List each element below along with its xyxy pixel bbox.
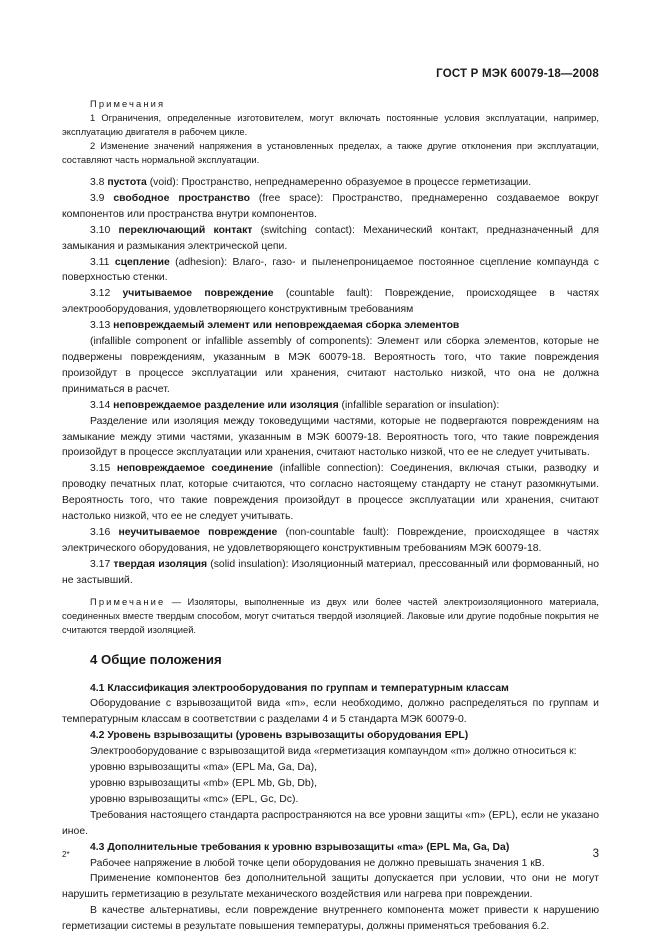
section-4-2-level-mc: уровню взрывозащиты «mc» (EPL, Gc, Dc).: [90, 793, 299, 805]
section-4-1-heading: 4.1 Классификация электрооборудования по группам и температурным классам: [90, 682, 509, 694]
term-3-12: 3.12 учитываемое повреждение (countable fault): Повреждение, происходящее в частях электрооборудования, удовлетворяющего конструктивным требованиям: [62, 288, 600, 316]
term-3-13-body: (infallible component or infallible assembly of components): Элемент или сборка элементов, которые не подвержены повреждениям, указанным в МЭК 60079-18. Вероятность того, что такие повреждения произойдут в процессе эксплуатации или хранения, считают настолько низкой, что она не должна приниматься в расчет.: [62, 336, 599, 395]
term-3-9: 3.9 свободное пространство (free space): Пространство, преднамеренно создаваемое вокруг компонентов или пространства внутри компонентов.: [62, 192, 599, 220]
term-3-15: 3.15 неповреждаемое соединение (infallible connection): Соединения, включая стыки, разводку и проводку печатных плат, которые считаются, что согласно настоящему стандарту не станут разомкнутыми. Вероятность того, что такие повреждения произойдут в процессе эксплуатации или хранения, считают настолько низкой, что ее не следует учитывать.: [62, 463, 599, 523]
section-4-title: 4 Общие положения: [90, 651, 222, 667]
section-4-1-text: Оборудование с взрывозащитой вида «m», если необходимо, должно распределяться по группам и температурным классам в соответствии с разделами 4 и 5 стандарта МЭК 60079-0.: [62, 698, 599, 726]
section-4-2-level-mb: уровню взрывозащиты «mb» (EPL Mb, Gb, Db),: [90, 778, 318, 789]
section-4-3-heading: 4.3 Дополнительные требования к уровню взрывозащиты «ma» (EPL Ma, Ga, Da): [90, 841, 510, 853]
section-4-2-intro: Электрооборудование с взрывозащитой вида «герметизация компаундом «m» должно относиться к:: [90, 746, 577, 758]
section-4-3-para-1: Рабочее напряжение в любой точке цепи оборудования не должно превышать значения 1 кВ.: [90, 857, 545, 869]
section-4-3-para-2: Применение компонентов без дополнительной защиты допускается при условии, что они не могут нарушить герметизацию в результате механического воздействия или нагрева при повреждении.: [62, 873, 599, 901]
note-item-2: 2 Изменение значений напряжения в установленных пределах, а также другие отклонения при эксплуатации, составляют часть нормальной эксплуатации.: [62, 140, 599, 165]
document-header: ГОСТ Р МЭК 60079-18—2008: [436, 68, 599, 80]
note-item-1: 1 Ограничения, определенные изготовителем, могут включать постоянные условия эксплуатации, например, эксплуатацию двигателя в рабочем цикле.: [62, 112, 599, 137]
term-3-11: 3.11 сцепление (adhesion): Влаго-, газо- и пыленепроницаемое постоянное сцепление компаунда с поверхностью стенки.: [62, 256, 600, 284]
section-4-2-text: Требования настоящего стандарта распространяются на все уровни защиты «m» (EPL), если не указано иное.: [62, 809, 599, 837]
note-2: Примечание — Изоляторы, выполненные из двух или более частей электроизоляционного материала, соединенных вместе твердым способом, могут считаться твердой изоляцией. Лаковые или другие подобные покрытия не считаются твердой изоляцией.: [62, 595, 599, 635]
term-3-16: 3.16 неучитываемое повреждение (non-countable fault): Повреждение, происходящее в частях электрического оборудования, не удовлетворяющего конструктивным требованиям МЭК 60079-18.: [62, 526, 600, 554]
term-3-8: 3.8 пустота (void): Пространство, непреднамеренно образуемое в процессе герметизации.: [90, 177, 532, 188]
term-3-14-body: Разделение или изоляция между токоведущими частями, которые не подвергаются повреждениям на замыкание между этими частями, указанным в МЭК 60079-18. Вероятность того, что такие повреждения произойдут в процессе эксплуатации или хранения, считают настолько низкой, что ее не следует учитывать.: [62, 415, 599, 459]
section-4-3-para-3: В качестве альтернативы, если повреждение внутреннего компонента может привести к нарушению герметизации системы в результате повышения температуры, должны применяться требования 6.2.: [62, 905, 599, 933]
page-number: 3: [592, 848, 599, 860]
term-3-14-title: 3.14 неповреждаемое разделение или изоляция (infallible separation or insulation):: [90, 399, 500, 411]
term-3-17: 3.17 твердая изоляция (solid insulation): Изоляционный материал, прессованный или формованный, но не застывший.: [62, 558, 599, 586]
sheet-mark: 2*: [62, 850, 70, 859]
note-heading: Примечания: [90, 98, 166, 109]
term-3-10: 3.10 переключающий контакт (switching contact): Механический контакт, предназначенный для замыкания и размыкания электрической цепи.: [62, 224, 599, 252]
term-3-13-title: 3.13 неповреждаемый элемент или неповреждаемая сборка элементов: [90, 320, 460, 332]
section-4-2-level-ma: уровню взрывозащиты «ma» (EPL Ma, Ga, Da),: [90, 762, 318, 774]
page-content: [62, 97, 599, 935]
section-4-2-heading: 4.2 Уровень взрывозащиты (уровень взрывозащиты оборудования EPL): [90, 730, 469, 742]
